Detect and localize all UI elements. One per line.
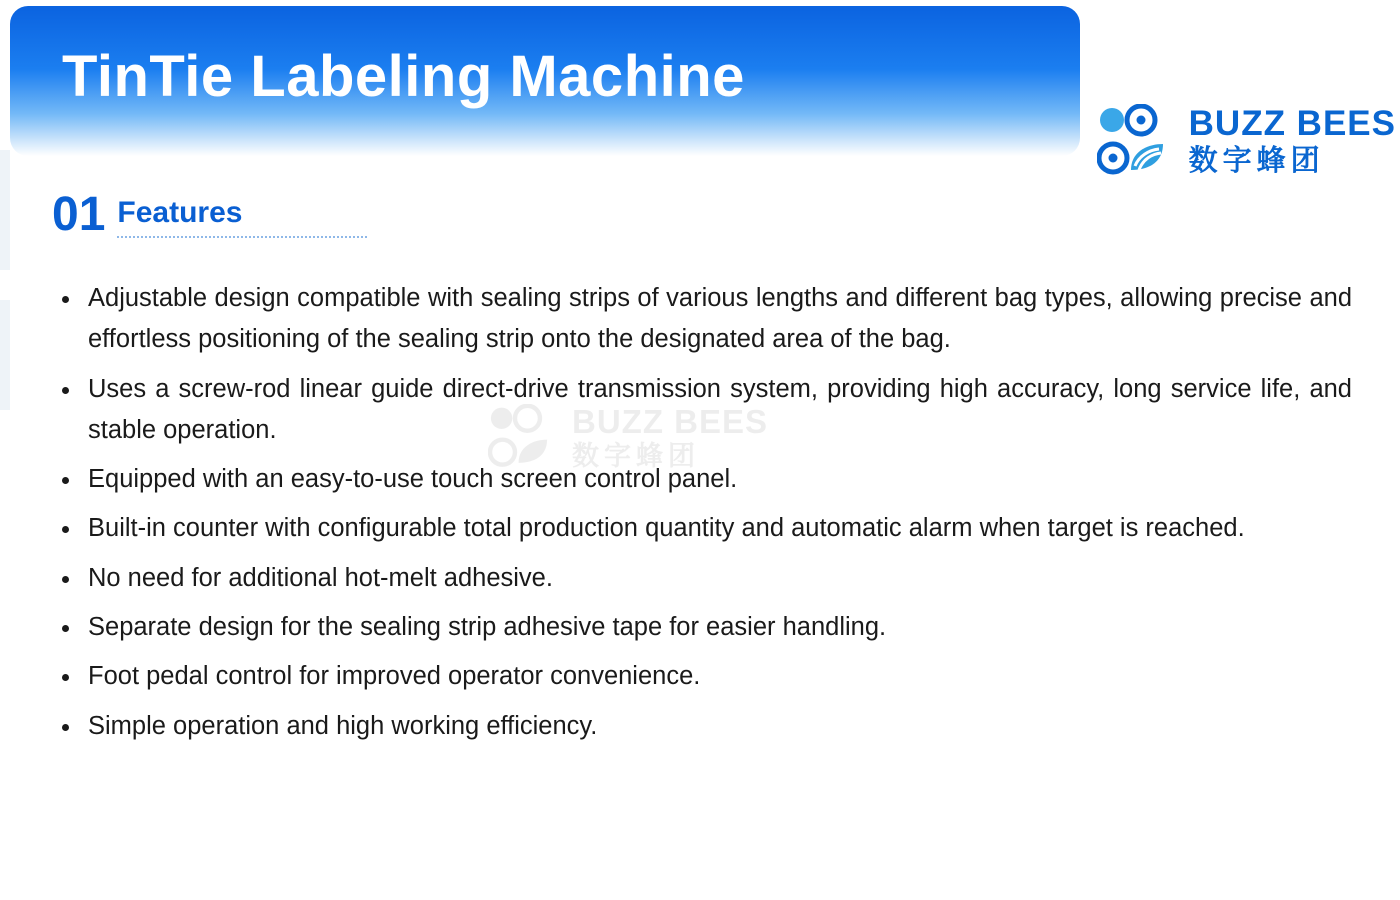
brand-text (1189, 106, 1396, 176)
list-item: No need for additional hot-melt adhesive. (52, 558, 1352, 599)
list-item: Simple operation and high working efficiency. (52, 706, 1352, 747)
list-item: Adjustable design compatible with sealing strips of various lengths and different bag types, allowing precise and effortless positioning of the sealing strip onto the designated area of the bag. (52, 278, 1352, 361)
brand-name-en: BUZZ BEES (1188, 104, 1396, 143)
header-banner (10, 6, 1080, 156)
list-item: Uses a screw-rod linear guide direct-drive transmission system, providing high accuracy, long service life, and stable operation. (52, 369, 1352, 452)
list-item: Equipped with an easy-to-use touch screen control panel. (52, 459, 1352, 500)
list-item: Foot pedal control for improved operator convenience. (52, 656, 1352, 697)
section-number: 01 (52, 188, 106, 241)
features-list (52, 278, 1352, 755)
watermark-name-en: BUZZ BEES (572, 402, 769, 440)
list-item: Separate design for the sealing strip adhesive tape for easier handling. (52, 607, 1352, 648)
edge-artifact-top (0, 150, 10, 270)
watermark-name-cn: 数字蜂团 (572, 440, 700, 471)
section-title: Features (117, 195, 243, 229)
section-underline (117, 234, 367, 238)
list-item: Built-in counter with configurable total production quantity and automatic alarm when target is reached. (52, 508, 1352, 549)
brand-logo (1097, 104, 1396, 178)
section-title-wrap (117, 195, 243, 238)
page-title: TinTie Labeling Machine (62, 44, 745, 109)
edge-artifact-bottom (0, 300, 10, 410)
brand-name-cn: 数字蜂团 (1188, 145, 1325, 177)
bee-logo-icon (1097, 104, 1175, 178)
section-heading (52, 188, 243, 241)
